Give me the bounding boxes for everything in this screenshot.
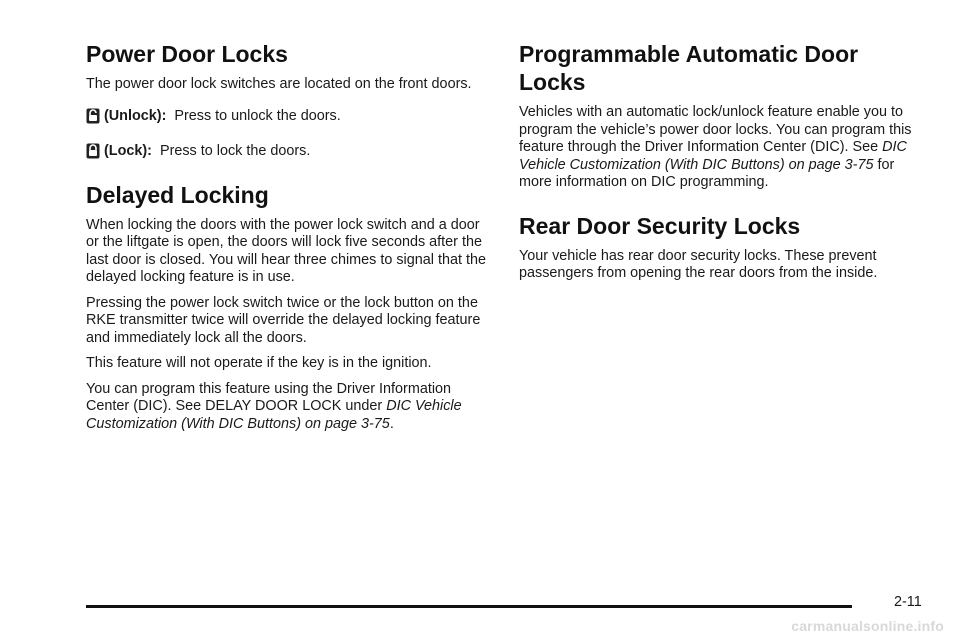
delayed-locking-p4-text: You can program this feature using the Driver Information Center (DIC). See DELAY DOOR LOCK under xyxy=(86,380,452,414)
delayed-locking-p2: Pressing the power lock switch twice or the lock button on the RKE transmitter twice will override the delayed locking feature and immediately lock all the doors. xyxy=(86,294,481,346)
dic-reference-link[interactable]: DIC Vehicle Customization (With DIC Buttons) on page 3-75 xyxy=(86,398,462,432)
lock-icon xyxy=(86,143,100,159)
lock-description: Press to lock the doors. xyxy=(159,143,311,159)
unlock-icon xyxy=(86,108,100,124)
rear-door-security-p1: Your vehicle has rear door security locks. These prevent passengers from opening the rear doors from the inside. xyxy=(519,247,878,281)
right-column xyxy=(519,40,924,291)
delayed-locking-p4-end: . xyxy=(389,415,394,432)
watermark: carmanualsonline.info xyxy=(791,618,944,634)
dic-reference-link[interactable]: DIC Vehicle Customization (With DIC Buttons) on page 3-75 xyxy=(519,139,907,173)
lock-row xyxy=(86,143,491,161)
delayed-locking-p1: When locking the doors with the power lock switch and a door or the liftgate is open, the doors will lock five seconds after the last door is closed. You will hear three chimes to signal that the delayed locking feature is in use. xyxy=(86,216,486,285)
page-number: 2-11 xyxy=(894,594,922,610)
heading-delayed-locking: Delayed Locking xyxy=(86,181,269,208)
left-column xyxy=(86,40,491,441)
footer-rule xyxy=(86,605,852,608)
unlock-row xyxy=(86,108,491,126)
heading-power-door-locks: Power Door Locks xyxy=(86,41,288,67)
heading-rear-door-security-locks: Rear Door Security Locks xyxy=(519,212,801,239)
heading-programmable-automatic-door-locks: Programmable Automatic Door Locks xyxy=(519,41,859,95)
delayed-locking-p4 xyxy=(86,381,491,434)
power-door-locks-intro: The power door lock switches are located on the front doors. xyxy=(86,76,472,92)
delayed-locking-p3: This feature will not operate if the key is in the ignition. xyxy=(86,355,432,371)
unlock-description: Press to unlock the doors. xyxy=(174,107,341,124)
programmable-locks-p1-text: Vehicles with an automatic lock/unlock feature enable you to program the vehicle’s power door locks. You can program this feature through the Driver Information Center (DIC). See xyxy=(519,104,912,155)
programmable-locks-p1-end: for more information on DIC programming. xyxy=(519,156,895,190)
lock-label: (Lock): xyxy=(104,143,152,159)
unlock-label: (Unlock): xyxy=(104,107,167,124)
programmable-locks-p1 xyxy=(519,104,924,192)
